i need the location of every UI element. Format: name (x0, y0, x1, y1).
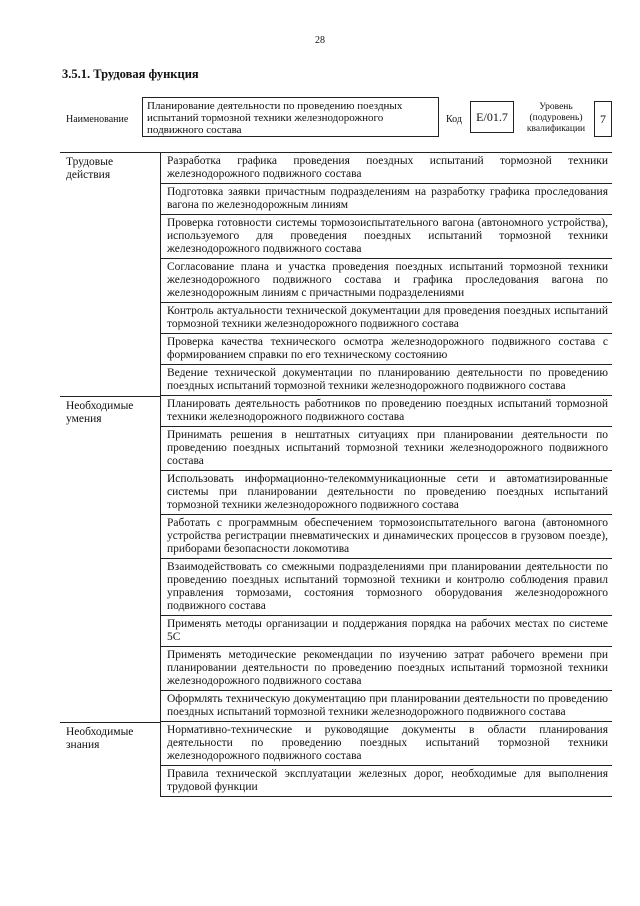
page-number: 28 (315, 35, 325, 46)
table-row: Проверка готовности системы тормозоиспытательного вагона (автономного устройства), используемого для проведения поездных испытаний тормозной техники железнодорожного подвижного состава (161, 215, 612, 259)
category-label-skills: Необходимые умения (60, 396, 160, 722)
category-label-actions: Трудовые действия (66, 156, 114, 181)
table-row: Согласование плана и участка проведения поездных испытаний тормозной техники железнодорожного подвижного состава и графика проследования вагона по железнодорожным линиям с причастными подразделениями (161, 259, 612, 303)
level-label: Уровень (подуровень) квалификации (526, 102, 586, 134)
name-label: Наименование (66, 114, 129, 125)
table-row: Нормативно-технические и руководящие документы в области планирования деятельности по проведению поездных испытаний тормозной техники железнодорожного подвижного состава (161, 722, 612, 766)
category-label-knowledge: Необходимые знания (60, 722, 160, 797)
table-row: Правила технической эксплуатации железных дорог, необходимые для выполнения трудовой функции (161, 766, 612, 797)
section-heading: 3.5.1. Трудовая функция (62, 67, 199, 81)
category-items-skills (160, 396, 612, 722)
table-row: Разработка графика проведения поездных испытаний тормозной техники железнодорожного подвижного состава (161, 153, 612, 184)
table-row: Планировать деятельность работников по проведению поездных испытаний тормозной техники железнодорожного подвижного состава (161, 396, 612, 427)
code-label: Код (446, 114, 462, 125)
level-box: 7 (594, 101, 612, 137)
requirements-table (60, 152, 612, 797)
table-row: Подготовка заявки причастным подразделениям на разработку графика проследования вагона по железнодорожным линиям (161, 184, 612, 215)
table-row: Ведение технической документации по планированию деятельности по проведению поездных испытаний тормозной техники железнодорожного подвижного состава (161, 365, 612, 396)
table-row: Взаимодействовать со смежными подразделениями при планировании деятельности по проведению поездных испытаний тормозной техники и контролю соблюдения правил управления тормозами, состояния тормозного оборудования железнодорожного подвижного состава (161, 559, 612, 616)
code-box: E/01.7 (470, 101, 514, 133)
function-name-box: Планирование деятельности по проведению поездных испытаний тормозной техники железнодорожного подвижного состава (142, 97, 439, 137)
table-row: Контроль актуальности технической документации для проведения поездных испытаний тормозной техники железнодорожного подвижного состава (161, 303, 612, 334)
table-row: Принимать решения в нештатных ситуациях при планировании деятельности по проведению поездных испытаний тормозной техники железнодорожного подвижного состава (161, 427, 612, 471)
category-items-actions (160, 153, 612, 396)
table-row: Проверка качества технического осмотра железнодорожного подвижного состава с формированием справки по его техническому состоянию (161, 334, 612, 365)
table-row: Оформлять техническую документацию при планировании деятельности по проведению поездных испытаний тормозной техники железнодорожного подвижного состава (161, 691, 612, 722)
table-row: Применять методические рекомендации по изучению затрат рабочего времени при планировании деятельности по проведению поездных испытаний тормозной техники железнодорожного подвижного состава (161, 647, 612, 691)
category-items-knowledge (160, 722, 612, 797)
table-row: Использовать информационно-телекоммуникационные сети и автоматизированные системы при планировании деятельности по проведению поездных испытаний тормозной техники железнодорожного подвижного состава (161, 471, 612, 515)
table-row: Работать с программным обеспечением тормозоиспытательного вагона (автономного устройства регистрации пневматических и динамических процессов в грузовом поезде), приборами безопасности локомотива (161, 515, 612, 559)
table-row: Применять методы организации и поддержания порядка на рабочих местах по системе 5С (161, 616, 612, 647)
